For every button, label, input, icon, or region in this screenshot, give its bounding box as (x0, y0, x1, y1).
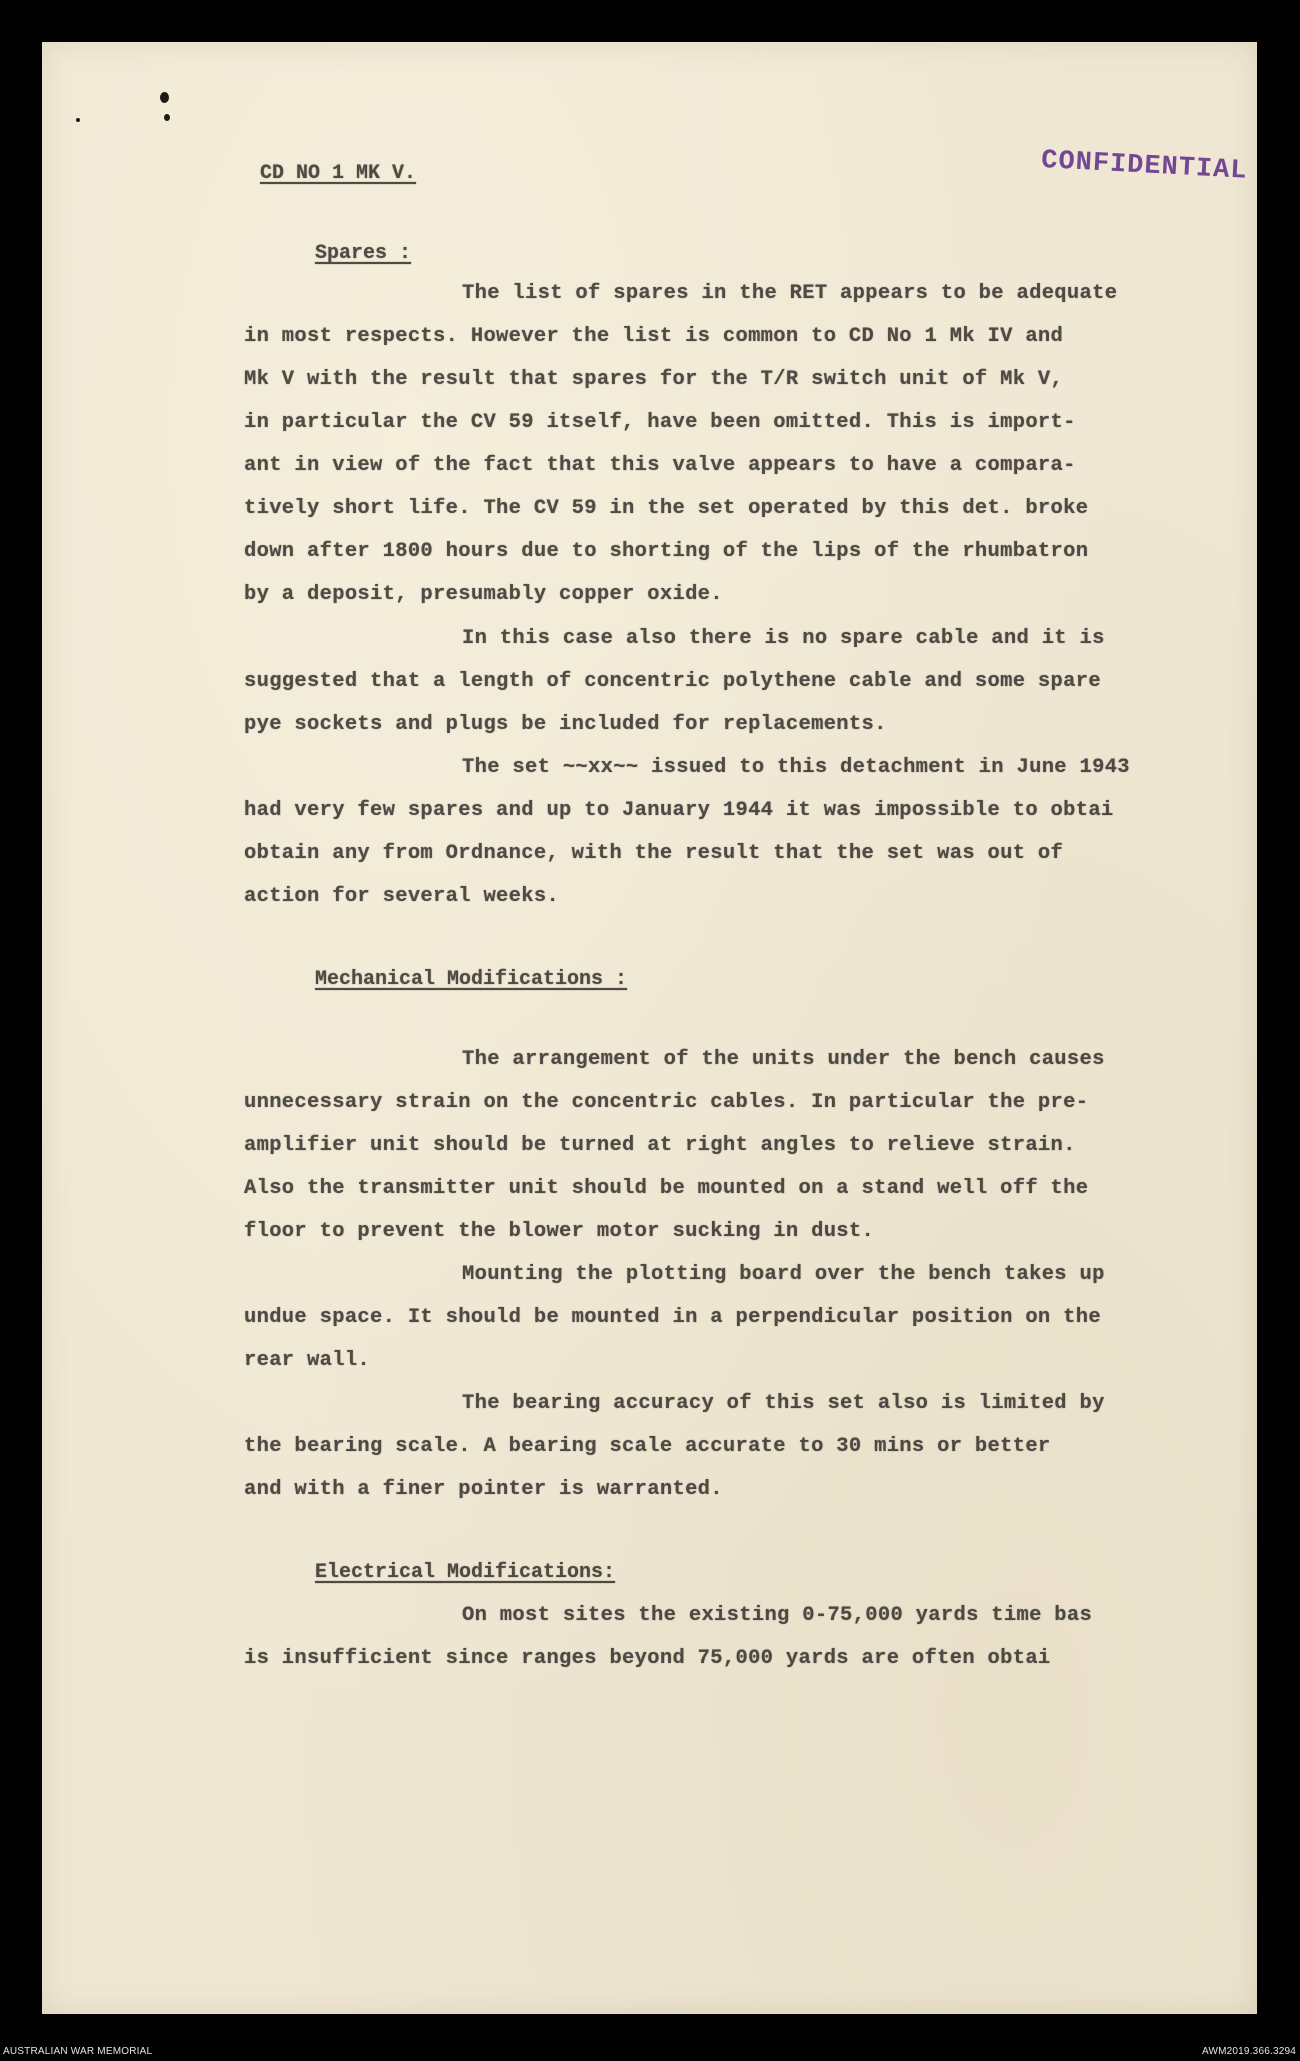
text-line: The set ~~xx~~ issued to this detachment in June 1943 (462, 756, 1130, 779)
text-line: the bearing scale. A bearing scale accurate to 30 mins or better (244, 1435, 1051, 1458)
text-line: in particular the CV 59 itself, have been omitted. This is import- (244, 411, 1076, 434)
text-line: In this case also there is no spare cable and it is (462, 627, 1105, 650)
text-line: action for several weeks. (244, 885, 560, 908)
text-line: Mk V with the result that spares for the T/R switch unit of Mk V, (244, 368, 1064, 391)
punch-hole-icon (164, 114, 170, 121)
text-line: is insufficient since ranges beyond 75,000 yards are often obtai (244, 1647, 1051, 1670)
text-line: and with a finer pointer is warranted. (244, 1478, 723, 1501)
footer-accession-number: AWM2019.366.3294 (1201, 2046, 1296, 2057)
confidential-stamp: CONFIDENTIAL (1040, 146, 1249, 187)
text-line: undue space. It should be mounted in a perpendicular position on the (244, 1306, 1101, 1329)
text-line: tively short life. The CV 59 in the set operated by this det. broke (244, 497, 1089, 520)
text-line: On most sites the existing 0-75,000 yards time bas (462, 1604, 1093, 1627)
text-line: Also the transmitter unit should be mounted on a stand well off the (244, 1177, 1089, 1200)
text-line: down after 1800 hours due to shorting of the lips of the rhumbatron (244, 540, 1089, 563)
text-line: suggested that a length of concentric polythene cable and some spare (244, 670, 1101, 693)
footer-credit: AUSTRALIAN WAR MEMORIAL (3, 2046, 153, 2057)
text-line: The bearing accuracy of this set also is limited by (462, 1392, 1105, 1415)
text-line: rear wall. (244, 1349, 371, 1372)
text-line: pye sockets and plugs be included for replacements. (244, 713, 887, 736)
text-line: Mounting the plotting board over the bench takes up (462, 1263, 1105, 1286)
section-heading-spares: Spares : (315, 242, 412, 265)
document-page (42, 42, 1257, 2014)
text-line: The arrangement of the units under the bench causes (462, 1048, 1105, 1071)
text-line: unnecessary strain on the concentric cables. In particular the pre- (244, 1091, 1089, 1114)
section-heading-mechanical: Mechanical Modifications : (315, 968, 628, 991)
text-line: obtain any from Ordnance, with the result that the set was out of (244, 842, 1064, 865)
document-title: CD NO 1 MK V. (260, 162, 417, 185)
punch-hole-icon (76, 118, 80, 122)
text-line: by a deposit, presumably copper oxide. (244, 583, 723, 606)
text-line: ant in view of the fact that this valve appears to have a compara- (244, 454, 1076, 477)
text-line: in most respects. However the list is common to CD No 1 Mk IV and (244, 325, 1064, 348)
text-line: The list of spares in the RET appears to be adequate (462, 282, 1118, 305)
text-line: amplifier unit should be turned at right angles to relieve strain. (244, 1134, 1076, 1157)
text-line: floor to prevent the blower motor sucking in dust. (244, 1220, 875, 1243)
text-line: had very few spares and up to January 1944 it was impossible to obtai (244, 799, 1114, 822)
section-heading-electrical: Electrical Modifications: (315, 1561, 616, 1584)
punch-hole-icon (160, 92, 169, 103)
